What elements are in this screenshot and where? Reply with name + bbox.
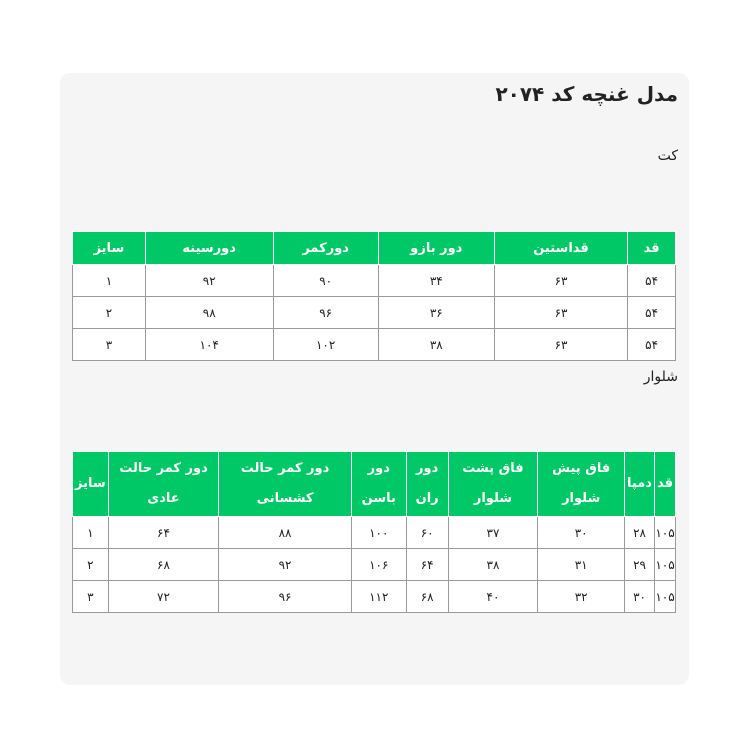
table-row <box>73 297 676 329</box>
table-cell: ۶۴ <box>406 549 448 581</box>
column-header: دور باسن <box>351 452 406 517</box>
table-cell: ۹۶ <box>219 581 352 613</box>
table-cell: ۳۶ <box>378 297 494 329</box>
table-cell: ۳۸ <box>378 329 494 361</box>
table-cell: ۶۳ <box>494 297 627 329</box>
table-cell: ۳ <box>73 581 109 613</box>
table-cell: ۴۰ <box>448 581 538 613</box>
table-cell: ۹۸ <box>145 297 273 329</box>
column-header: قداستین <box>494 232 627 265</box>
column-header: دورکمر <box>273 232 378 265</box>
column-header: سایز <box>73 452 109 517</box>
table-cell: ۹۰ <box>273 265 378 297</box>
pants-size-table <box>72 451 676 613</box>
table-cell: ۲ <box>73 549 109 581</box>
column-header: سایز <box>73 232 146 265</box>
table-cell: ۹۲ <box>145 265 273 297</box>
table-cell: ۳۰ <box>625 581 655 613</box>
table-cell: ۱ <box>73 517 109 549</box>
column-header: دور کمر حالت عادی <box>108 452 219 517</box>
table-row <box>73 265 676 297</box>
column-header: دمپا <box>625 452 655 517</box>
dialog-title: مدل غنچه کد ۲۰۷۴ <box>495 82 678 106</box>
table-cell: ۳۱ <box>538 549 625 581</box>
table-header-row <box>73 452 676 517</box>
table-cell: ۳۰ <box>538 517 625 549</box>
table-cell: ۳۸ <box>448 549 538 581</box>
table-cell: ۳۴ <box>378 265 494 297</box>
table-cell: ۳ <box>73 329 146 361</box>
column-header: فاق پیش شلوار <box>538 452 625 517</box>
table-cell: ۱۰۵ <box>654 581 675 613</box>
table-cell: ۱۰۴ <box>145 329 273 361</box>
table-row <box>73 517 676 549</box>
table-cell: ۵۴ <box>628 265 676 297</box>
table-cell: ۱۰۶ <box>351 549 406 581</box>
table-cell: ۶۰ <box>406 517 448 549</box>
table-cell: ۵۴ <box>628 297 676 329</box>
column-header: قد <box>654 452 675 517</box>
column-header: دور کمر حالت کشسانی <box>219 452 352 517</box>
table-cell: ۲۹ <box>625 549 655 581</box>
table-cell: ۱۰۵ <box>654 517 675 549</box>
table-cell: ۸۸ <box>219 517 352 549</box>
section-label-jacket: کت <box>657 148 678 164</box>
table-cell: ۶۴ <box>108 517 219 549</box>
table-cell: ۷۲ <box>108 581 219 613</box>
table-cell: ۳۲ <box>538 581 625 613</box>
table-cell: ۹۶ <box>273 297 378 329</box>
column-header: فاق پشت شلوار <box>448 452 538 517</box>
column-header: دور بازو <box>378 232 494 265</box>
column-header: قد <box>628 232 676 265</box>
column-header: دور ران <box>406 452 448 517</box>
jacket-size-table <box>72 231 676 361</box>
table-cell: ۶۳ <box>494 265 627 297</box>
table-cell: ۱ <box>73 265 146 297</box>
table-cell: ۱۱۲ <box>351 581 406 613</box>
table-cell: ۱۰۲ <box>273 329 378 361</box>
table-cell: ۲۸ <box>625 517 655 549</box>
size-chart-dialog <box>60 73 689 685</box>
section-label-pants: شلوار <box>643 369 678 385</box>
table-header-row <box>73 232 676 265</box>
table-cell: ۱۰۰ <box>351 517 406 549</box>
table-row <box>73 329 676 361</box>
table-cell: ۶۳ <box>494 329 627 361</box>
table-cell: ۵۴ <box>628 329 676 361</box>
table-cell: ۹۲ <box>219 549 352 581</box>
table-cell: ۳۷ <box>448 517 538 549</box>
table-cell: ۲ <box>73 297 146 329</box>
column-header: دورسینه <box>145 232 273 265</box>
table-row <box>73 581 676 613</box>
table-cell: ۶۸ <box>108 549 219 581</box>
table-cell: ۶۸ <box>406 581 448 613</box>
table-row <box>73 549 676 581</box>
table-cell: ۱۰۵ <box>654 549 675 581</box>
